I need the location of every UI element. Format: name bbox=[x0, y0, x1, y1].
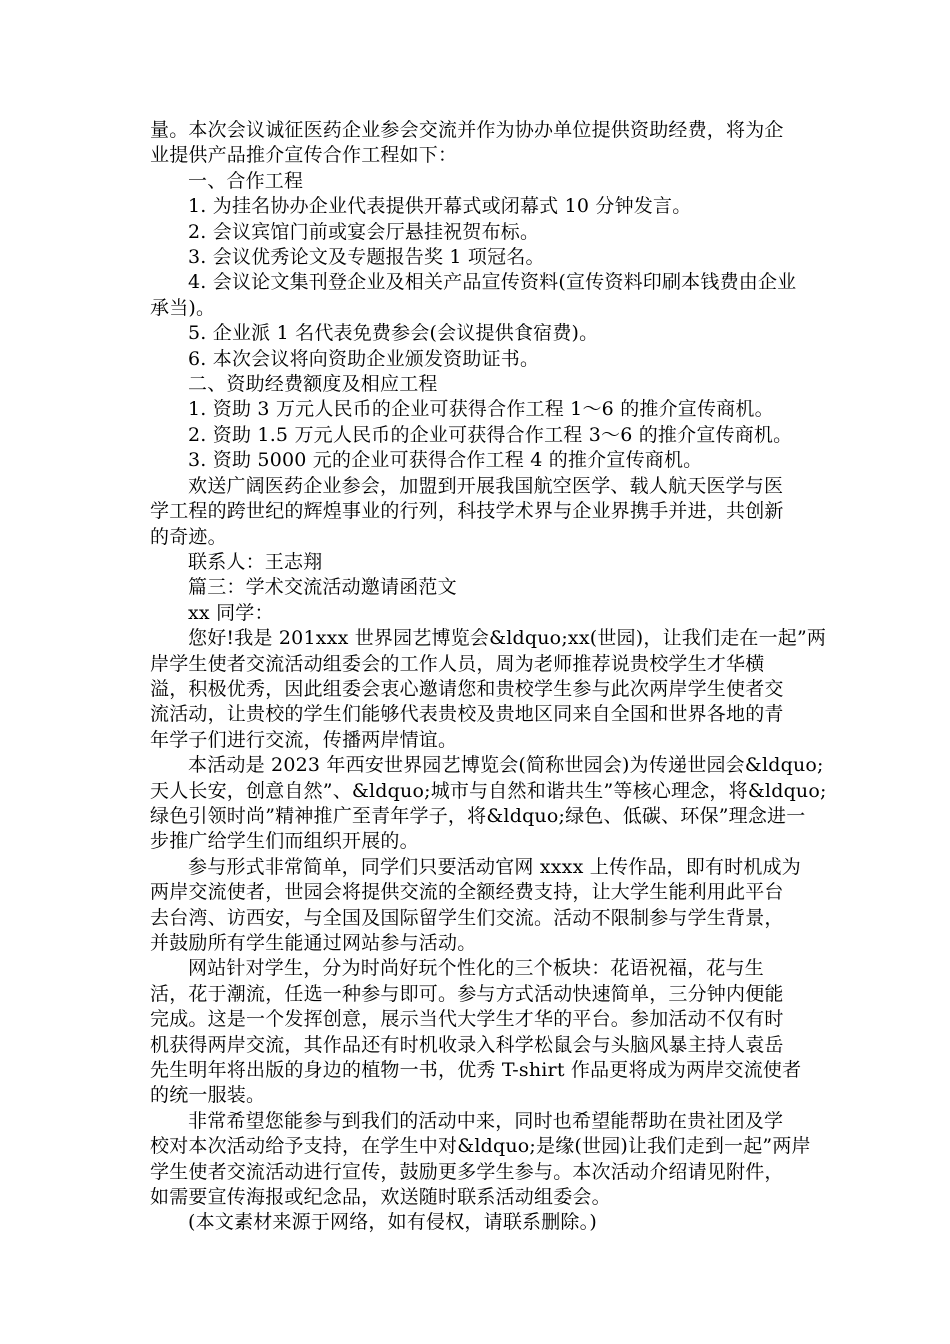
text-line: 1. 资助 3 万元人民币的企业可获得合作工程 1～6 的推介宣传商机。 bbox=[188, 398, 774, 421]
text-line: 3. 资助 5000 元的企业可获得合作工程 4 的推介宣传商机。 bbox=[188, 449, 703, 472]
text-line: 一、合作工程 bbox=[188, 169, 304, 192]
text-line: 5. 企业派 1 名代表免费参会(会议提供食宿费)。 bbox=[188, 322, 599, 345]
text-line: 2. 会议宾馆门前或宴会厅悬挂祝贺布标。 bbox=[188, 220, 540, 243]
text-line: 并鼓励所有学生能通过网站参与活动。 bbox=[150, 932, 477, 954]
text-line: 岸学生使者交流活动组委会的工作人员，周为老师推荐说贵校学生才华横 bbox=[150, 652, 765, 675]
text-line: 的统一服装。 bbox=[150, 1084, 266, 1107]
text-line: (本文素材来源于网络，如有侵权，请联系删除。) bbox=[188, 1211, 597, 1234]
text-line: 业提供产品推介宣传合作工程如下： bbox=[150, 144, 458, 167]
text-line: 如需要宣传海报或纪念品，欢送随时联系活动组委会。 bbox=[150, 1186, 611, 1209]
text-line: 天人长安，创意自然”、&ldquo;城市与自然和谐共生”等核心理念，将&ldquo; bbox=[150, 779, 827, 802]
text-line: 量。本次会议诚征医药企业参会交流并作为协办单位提供资助经费，将为企 bbox=[150, 119, 784, 141]
text-line: 二、资助经费额度及相应工程 bbox=[188, 373, 438, 396]
text-line: 欢送广阔医药企业参会，加盟到开展我国航空医学、载人航天医学与医 bbox=[188, 474, 784, 497]
text-line: 去台湾、访西安，与全国及国际留学生们交流。活动不限制参与学生背景， bbox=[150, 906, 784, 929]
text-line: 本活动是 2023 年西安世界园艺博览会(简称世园会)为传递世园会&ldquo; bbox=[188, 754, 824, 777]
text-line: 机获得两岸交流，其作品还有时机收录入科学松鼠会与头脑风暴主持人袁岳 bbox=[150, 1033, 784, 1056]
text-line: 2. 资助 1.5 万元人民币的企业可获得合作工程 3～6 的推介宣传商机。 bbox=[188, 423, 793, 446]
text-line: 3. 会议优秀论文及专题报告奖 1 项冠名。 bbox=[188, 246, 545, 269]
text-line: 校对本次活动给予支持，在学生中对&ldquo;是缘(世园)让我们走到一起”两岸 bbox=[150, 1135, 811, 1158]
text-line: 活，花于潮流，任选一种参与即可。参与方式活动快速简单，三分钟内便能 bbox=[150, 982, 784, 1005]
text-line: 非常希望您能参与到我们的活动中来，同时也希望能帮助在贵社团及学 bbox=[188, 1109, 784, 1132]
text-line: 参与形式非常简单，同学们只要活动官网 xxxx 上传作品，即有时机成为 bbox=[188, 855, 801, 878]
text-line: 溢，积极优秀，因此组委会衷心邀请您和贵校学生参与此次两岸学生使者交 bbox=[150, 677, 784, 700]
text-line: 流活动，让贵校的学生们能够代表贵校及贵地区同来自全国和世界各地的青 bbox=[150, 703, 784, 726]
text-line: 学生使者交流活动进行宣传，鼓励更多学生参与。本次活动介绍请见附件， bbox=[150, 1160, 784, 1183]
text-line: 网站针对学生，分为时尚好玩个性化的三个板块：花语祝福，花与生 bbox=[188, 957, 765, 980]
text-line: 步推广给学生们而组织开展的。 bbox=[150, 830, 419, 853]
text-line: 篇三：学术交流活动邀请函范文 bbox=[188, 576, 457, 599]
text-line: 6. 本次会议将向资助企业颁发资助证书。 bbox=[188, 347, 540, 370]
text-line: 先生明年将出版的身边的植物一书，优秀 T-shirt 作品更将成为两岸交流使者 bbox=[150, 1059, 802, 1082]
text-line: 两岸交流使者，世园会将提供交流的全额经费支持，让大学生能利用此平台 bbox=[150, 881, 784, 904]
text-line: 1. 为挂名协办企业代表提供开幕式或闭幕式 10 分钟发言。 bbox=[188, 195, 692, 218]
text-line: 联系人：王志翔 bbox=[188, 550, 323, 573]
text-line: 绿色引领时尚”精神推广至青年学子，将&ldquo;绿色、低碳、环保”理念进一 bbox=[150, 804, 806, 827]
text-line: 4. 会议论文集刊登企业及相关产品宣传资料(宣传资料印刷本钱费由企业 bbox=[188, 271, 797, 294]
text-line: 年学子们进行交流，传播两岸情谊。 bbox=[150, 728, 458, 751]
text-line: xx 同学： bbox=[188, 601, 274, 624]
text-line: 您好!我是 201xxx 世界园艺博览会&ldquo;xx(世园)，让我们走在一起”两 bbox=[188, 627, 827, 650]
text-line: 的奇迹。 bbox=[150, 525, 227, 548]
text-line: 学工程的跨世纪的辉煌事业的行列，科技学术界与企业界携手并进，共创新 bbox=[150, 500, 784, 523]
text-line: 承当)。 bbox=[150, 296, 216, 319]
text-line: 完成。这是一个发挥创意，展示当代大学生才华的平台。参加活动不仅有时 bbox=[150, 1008, 784, 1031]
